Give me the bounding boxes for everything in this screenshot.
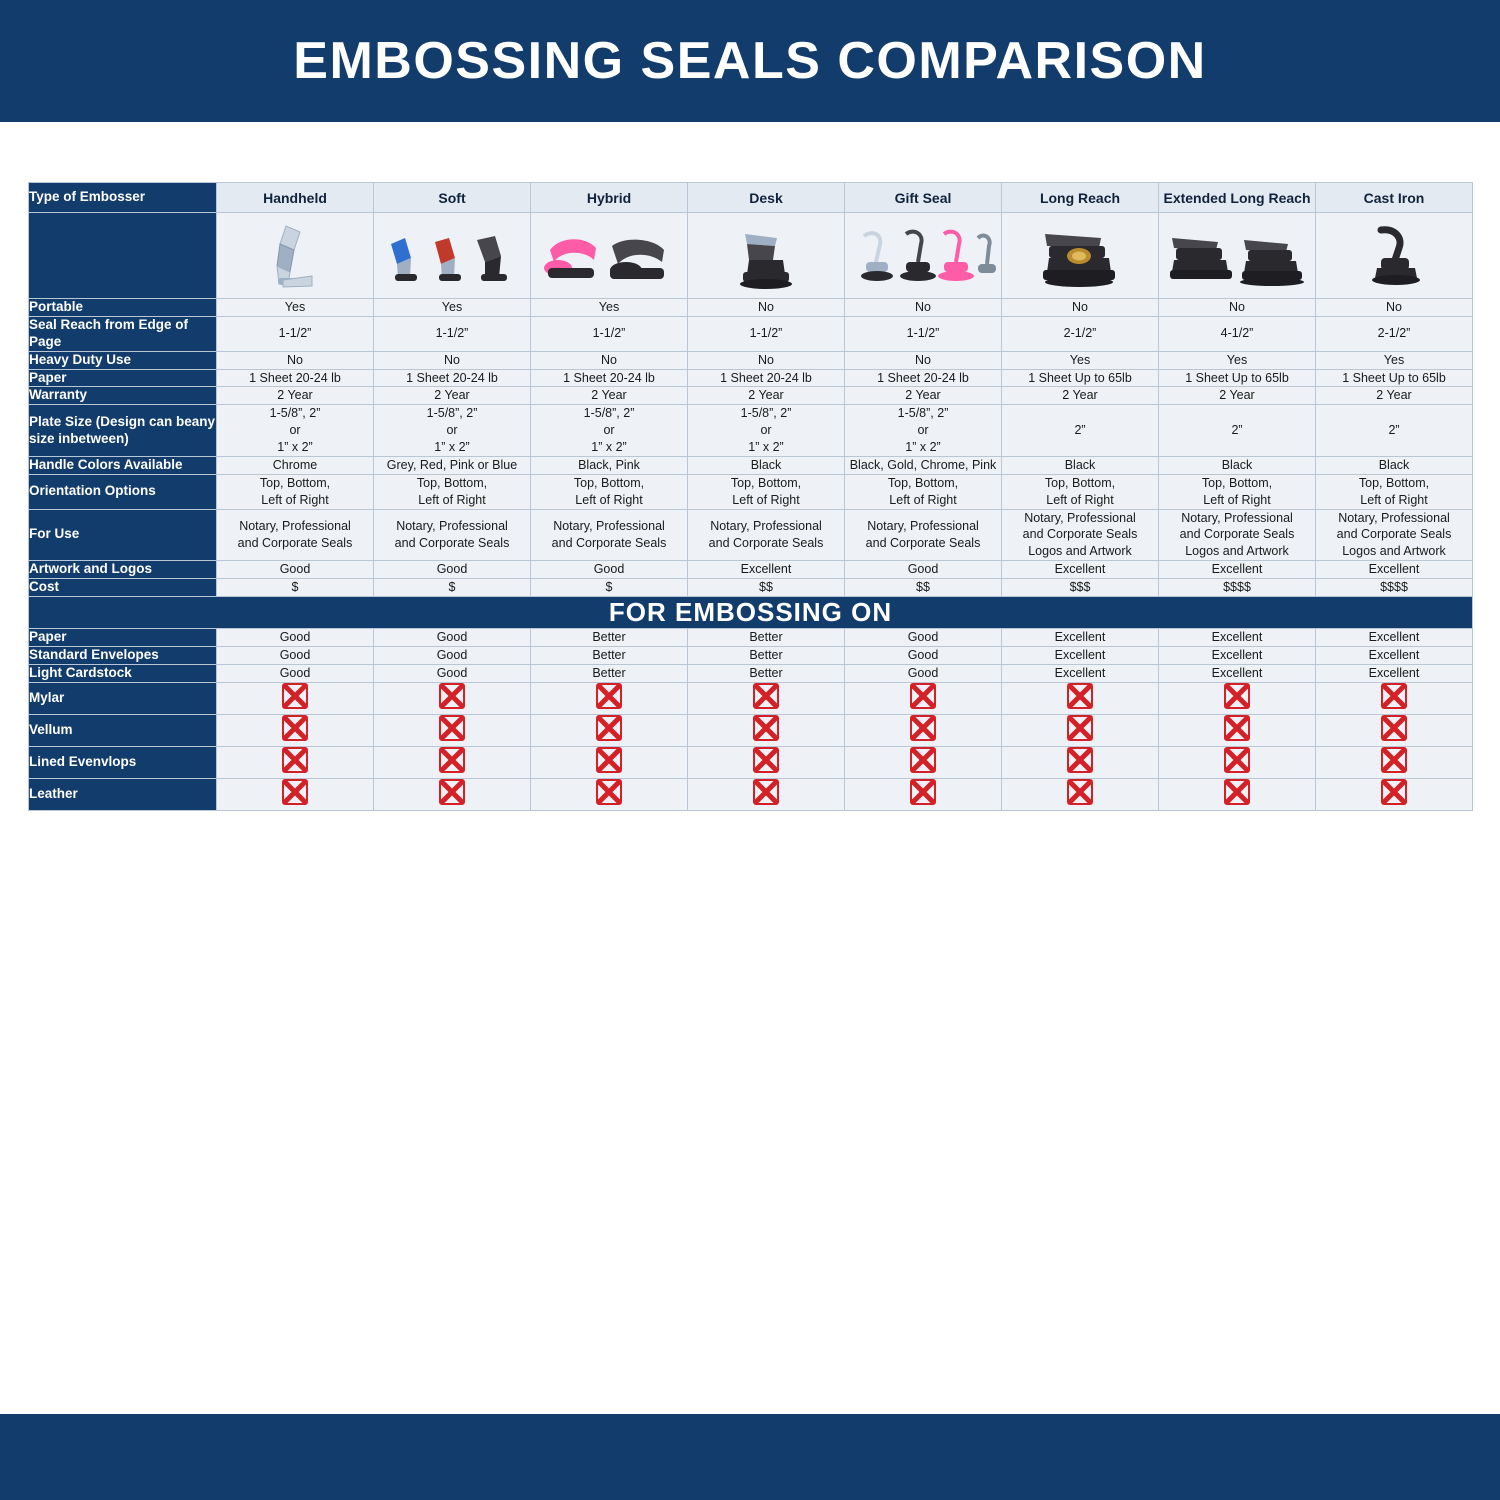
column-header-5: Gift Seal [845,183,1002,213]
cell-orientation-4: Top, Bottom, Left of Right [688,474,845,509]
red-x-icon [753,728,779,745]
red-x-icon [1067,792,1093,809]
red-x-icon [282,728,308,745]
cell-artwork-7: Excellent [1159,561,1316,579]
soft-embosser-image [374,213,531,299]
cell-handle-colors-3: Black, Pink [531,456,688,474]
cell-cost-2: $ [374,579,531,597]
column-header-4: Desk [688,183,845,213]
row-emb-cardstock [29,664,1473,682]
cell-emb-envelopes-1: Good [217,646,374,664]
red-x-icon [1381,760,1407,777]
cell-handle-colors-2: Grey, Red, Pink or Blue [374,456,531,474]
cell-emb-mylar-7 [1159,682,1316,714]
cell-emb-leather-1 [217,778,374,810]
cell-emb-envelopes-8: Excellent [1316,646,1473,664]
cell-portable-6: No [1002,299,1159,317]
cell-emb-paper-5: Good [845,628,1002,646]
cell-cost-5: $$ [845,579,1002,597]
embosser-image-row [29,213,1473,299]
column-header-8: Cast Iron [1316,183,1473,213]
cell-warranty-5: 2 Year [845,387,1002,405]
cell-cost-8: $$$$ [1316,579,1473,597]
red-x-icon [282,792,308,809]
row-label-emb-cardstock: Light Cardstock [29,664,217,682]
cell-artwork-2: Good [374,561,531,579]
cell-seal-reach-5: 1-1/2” [845,316,1002,351]
cell-emb-vellum-6 [1002,714,1159,746]
row-label-handle-colors: Handle Colors Available [29,456,217,474]
row-label-orientation: Orientation Options [29,474,217,509]
section-banner: FOR EMBOSSING ON [29,596,1473,628]
cell-emb-lined-3 [531,746,688,778]
cell-cost-3: $ [531,579,688,597]
cell-emb-envelopes-2: Good [374,646,531,664]
cell-handle-colors-5: Black, Gold, Chrome, Pink [845,456,1002,474]
cell-plate-size-8: 2” [1316,405,1473,457]
cell-paper-8: 1 Sheet Up to 65lb [1316,369,1473,387]
row-warranty [29,387,1473,405]
desk-embosser-image [688,213,845,299]
cell-for-use-6: Notary, Professional and Corporate Seals Logos and Artwork [1002,509,1159,561]
cell-orientation-3: Top, Bottom, Left of Right [531,474,688,509]
row-plate-size [29,405,1473,457]
cell-plate-size-1: 1-5/8”, 2” or 1” x 2” [217,405,374,457]
row-emb-leather [29,778,1473,810]
column-header-3: Hybrid [531,183,688,213]
red-x-icon [1224,792,1250,809]
red-x-icon [753,760,779,777]
row-for-use [29,509,1473,561]
cell-emb-lined-1 [217,746,374,778]
cell-cost-4: $$ [688,579,845,597]
row-label-heavy-duty: Heavy Duty Use [29,351,217,369]
row-cost [29,579,1473,597]
cell-emb-mylar-3 [531,682,688,714]
cell-emb-leather-7 [1159,778,1316,810]
cell-warranty-4: 2 Year [688,387,845,405]
column-header-1: Handheld [217,183,374,213]
row-artwork [29,561,1473,579]
cell-seal-reach-7: 4-1/2” [1159,316,1316,351]
cell-paper-2: 1 Sheet 20-24 lb [374,369,531,387]
row-handle-colors [29,456,1473,474]
red-x-icon [439,728,465,745]
cell-emb-leather-3 [531,778,688,810]
cell-emb-paper-3: Better [531,628,688,646]
cell-handle-colors-8: Black [1316,456,1473,474]
cell-for-use-8: Notary, Professional and Corporate Seals Logos and Artwork [1316,509,1473,561]
cell-heavy-duty-3: No [531,351,688,369]
section-banner-row [29,596,1473,628]
cell-artwork-1: Good [217,561,374,579]
row-seal-reach [29,316,1473,351]
cell-emb-mylar-6 [1002,682,1159,714]
table-header-row [29,183,1473,213]
red-x-icon [282,696,308,713]
red-x-icon [1224,696,1250,713]
cell-warranty-8: 2 Year [1316,387,1473,405]
red-x-icon [439,696,465,713]
cell-emb-vellum-8 [1316,714,1473,746]
red-x-icon [753,696,779,713]
row-label-emb-leather: Leather [29,778,217,810]
row-label-portable: Portable [29,299,217,317]
cell-heavy-duty-8: Yes [1316,351,1473,369]
red-x-icon [1381,792,1407,809]
row-label-emb-lined: Lined Evenvlops [29,746,217,778]
long-reach-embosser-image [1002,213,1159,299]
column-header-2: Soft [374,183,531,213]
cell-plate-size-6: 2” [1002,405,1159,457]
red-x-icon [753,792,779,809]
cell-seal-reach-1: 1-1/2” [217,316,374,351]
cell-emb-mylar-1 [217,682,374,714]
cell-portable-8: No [1316,299,1473,317]
cell-seal-reach-4: 1-1/2” [688,316,845,351]
red-x-icon [910,760,936,777]
cell-emb-paper-4: Better [688,628,845,646]
red-x-icon [596,696,622,713]
cell-orientation-7: Top, Bottom, Left of Right [1159,474,1316,509]
row-label-paper: Paper [29,369,217,387]
cell-emb-lined-5 [845,746,1002,778]
cell-plate-size-3: 1-5/8”, 2” or 1” x 2” [531,405,688,457]
cell-emb-cardstock-4: Better [688,664,845,682]
red-x-icon [596,728,622,745]
cell-emb-lined-8 [1316,746,1473,778]
cell-orientation-1: Top, Bottom, Left of Right [217,474,374,509]
cell-for-use-7: Notary, Professional and Corporate Seals Logos and Artwork [1159,509,1316,561]
cell-paper-3: 1 Sheet 20-24 lb [531,369,688,387]
row-label-emb-vellum: Vellum [29,714,217,746]
cell-emb-paper-7: Excellent [1159,628,1316,646]
red-x-icon [910,792,936,809]
cell-paper-1: 1 Sheet 20-24 lb [217,369,374,387]
cell-for-use-4: Notary, Professional and Corporate Seals [688,509,845,561]
row-emb-paper [29,628,1473,646]
cell-orientation-5: Top, Bottom, Left of Right [845,474,1002,509]
cell-emb-vellum-3 [531,714,688,746]
cell-emb-cardstock-8: Excellent [1316,664,1473,682]
cell-handle-colors-4: Black [688,456,845,474]
gift-seal-embosser-image [845,213,1002,299]
cell-paper-7: 1 Sheet Up to 65lb [1159,369,1316,387]
red-x-icon [910,696,936,713]
cell-portable-7: No [1159,299,1316,317]
page-title: EMBOSSING SEALS COMPARISON [293,32,1207,90]
red-x-icon [1224,728,1250,745]
cell-warranty-1: 2 Year [217,387,374,405]
red-x-icon [910,728,936,745]
cell-emb-mylar-4 [688,682,845,714]
cell-emb-envelopes-3: Better [531,646,688,664]
red-x-icon [1067,728,1093,745]
cell-emb-lined-2 [374,746,531,778]
row-label-emb-envelopes: Standard Envelopes [29,646,217,664]
extended-long-reach-embosser-image [1159,213,1316,299]
cell-seal-reach-8: 2-1/2” [1316,316,1473,351]
column-header-6: Long Reach [1002,183,1159,213]
hybrid-embosser-image [531,213,688,299]
row-label-for-use: For Use [29,509,217,561]
cell-paper-5: 1 Sheet 20-24 lb [845,369,1002,387]
column-header-7: Extended Long Reach [1159,183,1316,213]
row-label-type-spacer [29,213,217,299]
cell-for-use-5: Notary, Professional and Corporate Seals [845,509,1002,561]
red-x-icon [596,760,622,777]
cell-heavy-duty-5: No [845,351,1002,369]
cell-emb-cardstock-5: Good [845,664,1002,682]
cell-emb-paper-8: Excellent [1316,628,1473,646]
cell-warranty-6: 2 Year [1002,387,1159,405]
cell-portable-2: Yes [374,299,531,317]
comparison-table-wrap [28,182,1472,811]
cell-artwork-4: Excellent [688,561,845,579]
cell-emb-cardstock-1: Good [217,664,374,682]
cell-emb-cardstock-7: Excellent [1159,664,1316,682]
cell-warranty-7: 2 Year [1159,387,1316,405]
red-x-icon [596,792,622,809]
row-label-warranty: Warranty [29,387,217,405]
cell-seal-reach-3: 1-1/2” [531,316,688,351]
cell-emb-cardstock-6: Excellent [1002,664,1159,682]
row-label-plate-size: Plate Size (Design can beany size inbetween) [29,405,217,457]
cell-emb-mylar-5 [845,682,1002,714]
cell-seal-reach-2: 1-1/2” [374,316,531,351]
cell-portable-5: No [845,299,1002,317]
cell-heavy-duty-6: Yes [1002,351,1159,369]
table-body [29,183,1473,811]
red-x-icon [1381,728,1407,745]
cell-emb-mylar-2 [374,682,531,714]
cell-handle-colors-7: Black [1159,456,1316,474]
cell-emb-envelopes-7: Excellent [1159,646,1316,664]
cell-emb-vellum-5 [845,714,1002,746]
cell-emb-envelopes-5: Good [845,646,1002,664]
cell-for-use-1: Notary, Professional and Corporate Seals [217,509,374,561]
page-footer [0,1414,1500,1500]
cell-plate-size-7: 2” [1159,405,1316,457]
red-x-icon [1067,760,1093,777]
row-orientation [29,474,1473,509]
cell-heavy-duty-1: No [217,351,374,369]
cell-artwork-3: Good [531,561,688,579]
cell-seal-reach-6: 2-1/2” [1002,316,1159,351]
cell-emb-vellum-2 [374,714,531,746]
cell-portable-3: Yes [531,299,688,317]
cast-iron-embosser-image [1316,213,1473,299]
row-paper [29,369,1473,387]
cell-artwork-8: Excellent [1316,561,1473,579]
row-emb-envelopes [29,646,1473,664]
cell-emb-leather-2 [374,778,531,810]
row-portable [29,299,1473,317]
cell-heavy-duty-4: No [688,351,845,369]
cell-emb-paper-1: Good [217,628,374,646]
cell-paper-4: 1 Sheet 20-24 lb [688,369,845,387]
header-divider [0,122,1500,127]
cell-emb-lined-6 [1002,746,1159,778]
red-x-icon [1224,760,1250,777]
row-label-cost: Cost [29,579,217,597]
row-heavy-duty [29,351,1473,369]
cell-emb-paper-6: Excellent [1002,628,1159,646]
red-x-icon [282,760,308,777]
red-x-icon [1381,696,1407,713]
cell-emb-lined-4 [688,746,845,778]
cell-emb-mylar-8 [1316,682,1473,714]
cell-plate-size-4: 1-5/8”, 2” or 1” x 2” [688,405,845,457]
row-label-seal-reach: Seal Reach from Edge of Page [29,316,217,351]
row-label-type: Type of Embosser [29,183,217,213]
cell-heavy-duty-2: No [374,351,531,369]
row-emb-lined [29,746,1473,778]
cell-orientation-6: Top, Bottom, Left of Right [1002,474,1159,509]
cell-warranty-3: 2 Year [531,387,688,405]
cell-cost-7: $$$$ [1159,579,1316,597]
cell-plate-size-5: 1-5/8”, 2” or 1” x 2” [845,405,1002,457]
cell-emb-vellum-7 [1159,714,1316,746]
cell-emb-vellum-1 [217,714,374,746]
cell-portable-4: No [688,299,845,317]
red-x-icon [1067,696,1093,713]
cell-emb-cardstock-2: Good [374,664,531,682]
cell-orientation-8: Top, Bottom, Left of Right [1316,474,1473,509]
cell-for-use-3: Notary, Professional and Corporate Seals [531,509,688,561]
comparison-table [28,182,1473,811]
red-x-icon [439,792,465,809]
cell-warranty-2: 2 Year [374,387,531,405]
cell-paper-6: 1 Sheet Up to 65lb [1002,369,1159,387]
cell-emb-vellum-4 [688,714,845,746]
cell-cost-1: $ [217,579,374,597]
cell-emb-envelopes-6: Excellent [1002,646,1159,664]
cell-emb-lined-7 [1159,746,1316,778]
cell-heavy-duty-7: Yes [1159,351,1316,369]
cell-emb-envelopes-4: Better [688,646,845,664]
row-emb-mylar [29,682,1473,714]
page-header [0,0,1500,122]
cell-plate-size-2: 1-5/8”, 2” or 1” x 2” [374,405,531,457]
cell-emb-paper-2: Good [374,628,531,646]
cell-emb-leather-4 [688,778,845,810]
cell-emb-leather-8 [1316,778,1473,810]
cell-emb-leather-6 [1002,778,1159,810]
row-label-artwork: Artwork and Logos [29,561,217,579]
cell-handle-colors-6: Black [1002,456,1159,474]
cell-for-use-2: Notary, Professional and Corporate Seals [374,509,531,561]
cell-emb-cardstock-3: Better [531,664,688,682]
row-emb-vellum [29,714,1473,746]
cell-handle-colors-1: Chrome [217,456,374,474]
row-label-emb-mylar: Mylar [29,682,217,714]
cell-cost-6: $$$ [1002,579,1159,597]
cell-artwork-5: Good [845,561,1002,579]
red-x-icon [439,760,465,777]
cell-orientation-2: Top, Bottom, Left of Right [374,474,531,509]
handheld-embosser-image [217,213,374,299]
row-label-emb-paper: Paper [29,628,217,646]
cell-emb-leather-5 [845,778,1002,810]
cell-portable-1: Yes [217,299,374,317]
cell-artwork-6: Excellent [1002,561,1159,579]
